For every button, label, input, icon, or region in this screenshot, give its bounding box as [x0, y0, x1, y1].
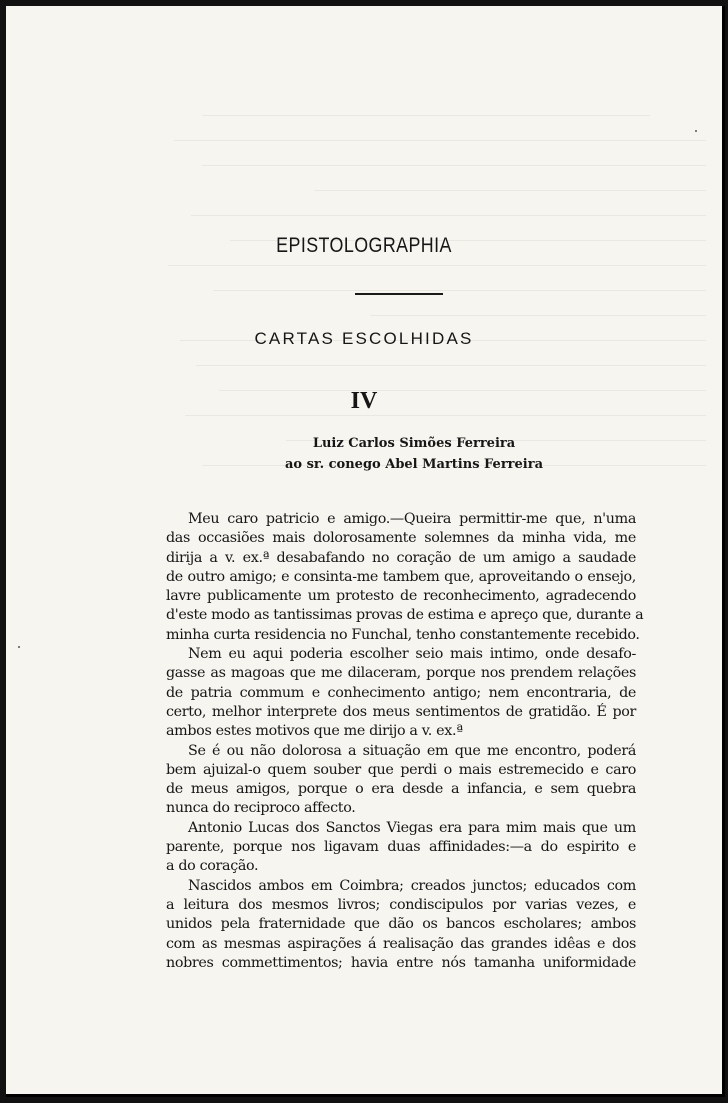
text-line: nobres commettimentos; havia entre nós tamanha uniformidade [166, 954, 636, 971]
text-line: Se é ou não dolorosa a situação em que me encontro, poderá [188, 742, 636, 759]
letter-number: IV [350, 388, 378, 414]
text-line: de meus amigos, porque o era desde a infancia, e sem quebra [166, 781, 636, 798]
text-line: a do coração. [166, 858, 259, 875]
text-line: ambos estes motivos que me dirijo a v. ex.ª [166, 723, 463, 740]
text-line: unidos pela fraternidade que dão os bancos escholares; ambos [166, 916, 636, 933]
letter-body [166, 510, 644, 973]
text-line: de patria commum e conhecimento antigo; nem encontraria, de [166, 684, 636, 701]
subtitle: CARTAS ESCOLHIDAS [254, 329, 474, 348]
text-line: a leitura dos mesmos livros; condiscipulos por varias vezes, e [166, 896, 636, 913]
text-line: Meu caro patricio e amigo.—Queira permittir-me que, n'uma [188, 511, 636, 527]
text-line: nunca do reciproco affecto. [166, 800, 356, 817]
section-title: EPISTOLOGRAPHIA [276, 234, 452, 257]
text-line: Antonio Lucas dos Sanctos Viegas era para mim mais que um [188, 819, 636, 836]
text-line: de outro amigo; e consinta-me tambem que, aproveitando o ensejo, [166, 568, 636, 585]
text-line: Nascidos ambos em Coimbra; creados junctos; educados com [188, 877, 636, 894]
title-divider [355, 293, 443, 295]
scan-speck [695, 130, 697, 132]
text-line: d'este modo as tantissimas provas de estima e apreço que, durante a [166, 607, 644, 624]
scanned-page [6, 6, 725, 1097]
text-line: dirija a v. ex.ª desabafando no coração de um amigo a saudade [166, 549, 636, 566]
text-line: gasse as magoas que me dilaceram, porque nos prendem relações [166, 665, 636, 682]
text-line: minha curta residencia no Funchal, tenho constantemente recebido. [166, 626, 640, 643]
scan-speck [18, 646, 20, 648]
text-line: Nem eu aqui poderia escolher seio mais intimo, onde desafo- [188, 646, 636, 663]
text-line: lavre publicamente um protesto de reconhecimento, agradecendo [166, 588, 636, 605]
text-line: parente, porque nos ligavam duas affinidades:—a do espirito e [166, 839, 636, 856]
recipient-line: ao sr. conego Abel Martins Ferreira [284, 457, 544, 472]
text-line: bem ajuizal-o quem souber que perdi o mais estremecido e caro [166, 761, 636, 778]
author-line: Luiz Carlos Simões Ferreira [312, 436, 516, 451]
text-line: das occasiões mais dolorosamente solemnes da minha vida, me [166, 530, 636, 547]
text-line: certo, melhor interprete dos meus sentimentos de gratidão. É por [166, 703, 636, 720]
text-line: com as mesmas aspirações á realisação das grandes idêas e dos [166, 935, 636, 952]
